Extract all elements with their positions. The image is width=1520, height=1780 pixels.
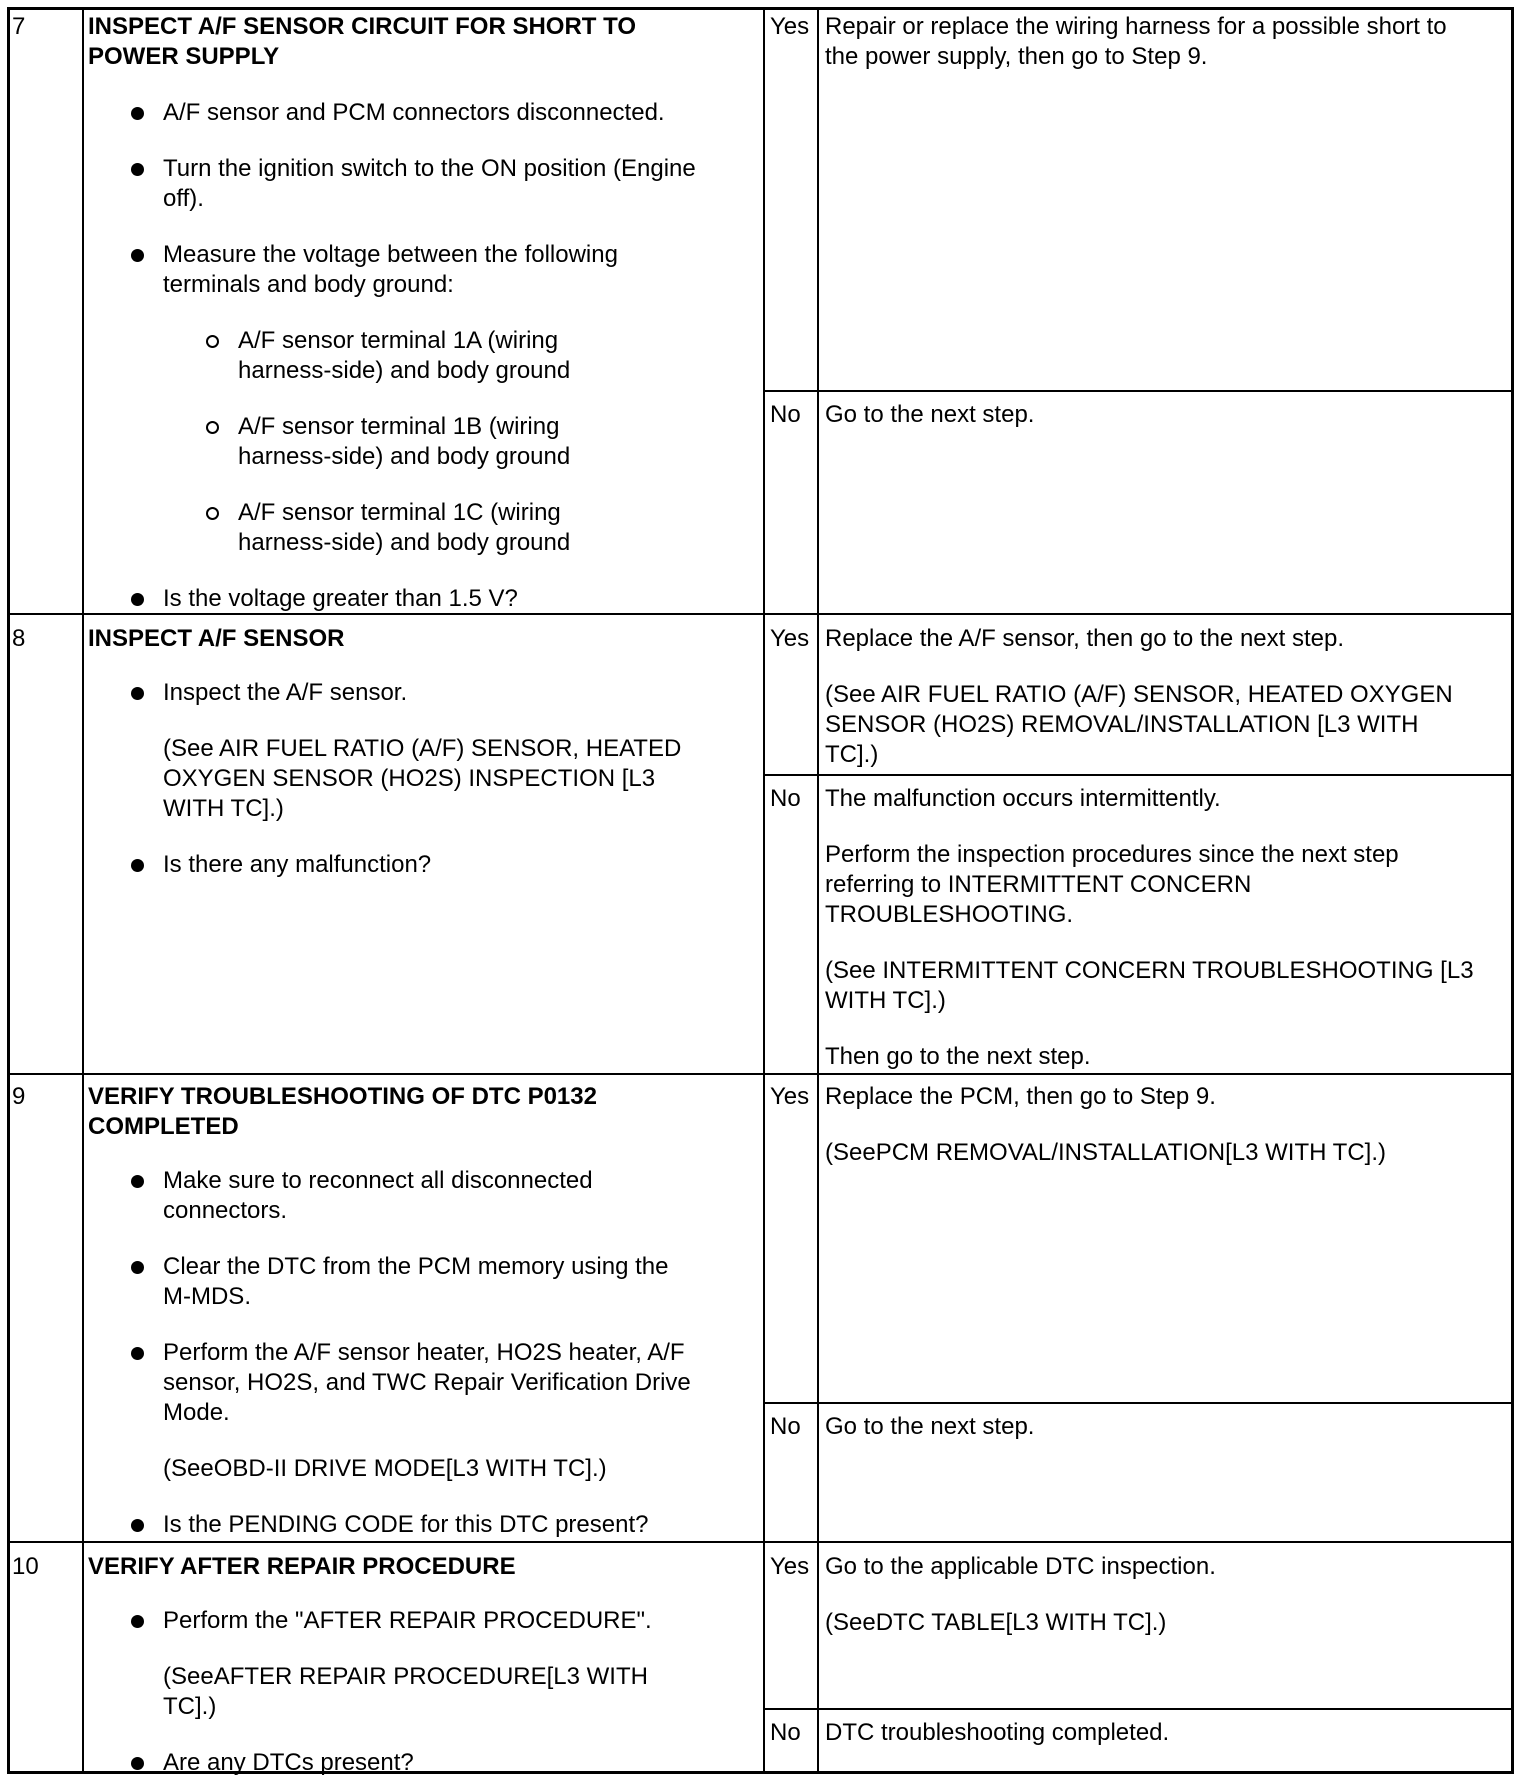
bullet-icon [131, 859, 144, 872]
bullet-icon [131, 1757, 144, 1770]
reference-text: OXYGEN SENSOR (HO2S) INSPECTION [L3 [163, 765, 656, 792]
reference-text: TC].) [163, 1693, 217, 1720]
yes-label: Yes [770, 1083, 810, 1110]
step-title: COMPLETED [88, 1113, 239, 1140]
no-label: No [770, 785, 801, 812]
check-item: harness-side) and body ground [238, 357, 571, 384]
yes-action-text: TC].) [825, 741, 879, 768]
check-item: A/F sensor terminal 1A (wiring [238, 327, 559, 354]
no-action-text: TROUBLESHOOTING. [825, 901, 1074, 928]
no-action-text: Go to the next step. [825, 1413, 1035, 1440]
reference-text: WITH TC].) [163, 795, 284, 822]
column-divider [763, 10, 765, 1774]
check-item: Inspect the A/F sensor. [163, 679, 408, 706]
row-divider [10, 1073, 1511, 1075]
no-action-text: Perform the inspection procedures since the next step [825, 841, 1399, 868]
yes-label: Yes [770, 625, 810, 652]
bullet-icon [131, 1519, 144, 1532]
bullet-icon [131, 1261, 144, 1274]
check-item: Perform the A/F sensor heater, HO2S heater, A/F [163, 1339, 685, 1366]
step-title: POWER SUPPLY [88, 43, 280, 70]
yes-action-text: Replace the A/F sensor, then go to the next step. [825, 625, 1344, 652]
yes-action-text: (SeePCM REMOVAL/INSTALLATION[L3 WITH TC].) [825, 1139, 1386, 1166]
yes-action-text: Replace the PCM, then go to Step 9. [825, 1083, 1216, 1110]
bullet-icon [131, 107, 144, 120]
check-item: Clear the DTC from the PCM memory using the [163, 1253, 669, 1280]
step-title: VERIFY AFTER REPAIR PROCEDURE [88, 1553, 516, 1580]
check-item: Measure the voltage between the following [163, 241, 618, 268]
check-item: Is the PENDING CODE for this DTC present? [163, 1511, 649, 1538]
bullet-icon [131, 1347, 144, 1360]
step-number: 7 [12, 13, 26, 40]
yes-action-text: Go to the applicable DTC inspection. [825, 1553, 1216, 1580]
check-item: Mode. [163, 1399, 230, 1426]
yes-no-divider [763, 1402, 1511, 1404]
step-title: INSPECT A/F SENSOR [88, 625, 345, 652]
check-item: connectors. [163, 1197, 288, 1224]
check-item: Is the voltage greater than 1.5 V? [163, 585, 518, 612]
step-number: 8 [12, 625, 26, 652]
yes-action-text: the power supply, then go to Step 9. [825, 43, 1208, 70]
no-action-text: Then go to the next step. [825, 1043, 1091, 1070]
yes-action-text: (See AIR FUEL RATIO (A/F) SENSOR, HEATED OXYGEN [825, 681, 1453, 708]
check-item: harness-side) and body ground [238, 443, 571, 470]
reference-text: (See AIR FUEL RATIO (A/F) SENSOR, HEATED [163, 735, 682, 762]
yes-no-divider [763, 774, 1511, 776]
no-action-text: DTC troubleshooting completed. [825, 1719, 1170, 1746]
yes-label: Yes [770, 13, 810, 40]
bullet-icon [131, 163, 144, 176]
yes-action-text: Repair or replace the wiring harness for a possible short to [825, 13, 1447, 40]
check-item: Make sure to reconnect all disconnected [163, 1167, 593, 1194]
row-divider [10, 1541, 1511, 1543]
step-title: VERIFY TROUBLESHOOTING OF DTC P0132 [88, 1083, 597, 1110]
check-item: Perform the "AFTER REPAIR PROCEDURE". [163, 1607, 652, 1634]
bullet-icon [131, 1175, 144, 1188]
no-action-text: WITH TC].) [825, 987, 946, 1014]
bullet-icon [131, 249, 144, 262]
bullet-icon [131, 687, 144, 700]
no-label: No [770, 401, 801, 428]
yes-label: Yes [770, 1553, 810, 1580]
yes-action-text: SENSOR (HO2S) REMOVAL/INSTALLATION [L3 WITH [825, 711, 1419, 738]
no-label: No [770, 1719, 801, 1746]
check-item: off). [163, 185, 204, 212]
sub-bullet-icon [206, 507, 219, 520]
step-number: 9 [12, 1083, 26, 1110]
no-action-text: referring to INTERMITTENT CONCERN [825, 871, 1252, 898]
step-number: 10 [12, 1553, 39, 1580]
check-item: Is there any malfunction? [163, 851, 432, 878]
check-item: terminals and body ground: [163, 271, 454, 298]
reference-text: (SeeAFTER REPAIR PROCEDURE[L3 WITH [163, 1663, 648, 1690]
bullet-icon [131, 593, 144, 606]
check-item: A/F sensor terminal 1B (wiring [238, 413, 560, 440]
check-item: Turn the ignition switch to the ON position (Engine [163, 155, 696, 182]
check-item: M-MDS. [163, 1283, 251, 1310]
no-label: No [770, 1413, 801, 1440]
yes-no-divider [763, 390, 1511, 392]
no-action-text: (See INTERMITTENT CONCERN TROUBLESHOOTING [L3 [825, 957, 1474, 984]
yes-action-text: (SeeDTC TABLE[L3 WITH TC].) [825, 1609, 1167, 1636]
column-divider [817, 10, 819, 1774]
sub-bullet-icon [206, 421, 219, 434]
check-item: harness-side) and body ground [238, 529, 571, 556]
check-item: A/F sensor and PCM connectors disconnected. [163, 99, 665, 126]
no-action-text: Go to the next step. [825, 401, 1035, 428]
column-divider [82, 10, 84, 1774]
check-item: Are any DTCs present? [163, 1749, 414, 1776]
bullet-icon [131, 1615, 144, 1628]
no-action-text: The malfunction occurs intermittently. [825, 785, 1221, 812]
step-title: INSPECT A/F SENSOR CIRCUIT FOR SHORT TO [88, 13, 637, 40]
sub-bullet-icon [206, 335, 219, 348]
check-item: sensor, HO2S, and TWC Repair Verification Drive [163, 1369, 691, 1396]
reference-text: (SeeOBD-II DRIVE MODE[L3 WITH TC].) [163, 1455, 607, 1482]
yes-no-divider [763, 1708, 1511, 1710]
check-item: A/F sensor terminal 1C (wiring [238, 499, 561, 526]
